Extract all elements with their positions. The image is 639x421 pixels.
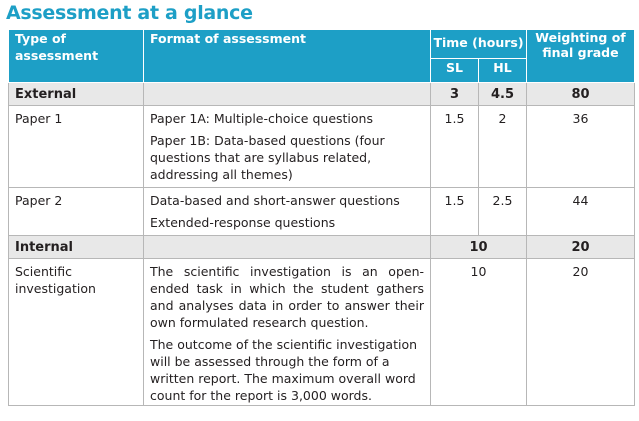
paper1-hl: 2 bbox=[479, 106, 527, 188]
paper2-label: Paper 2 bbox=[9, 188, 144, 236]
external-format bbox=[144, 83, 431, 106]
scientific-format-1: The scientific investigation is an open-ended task in which the student gathers and analyses data in order to answer their own formulated research question. bbox=[150, 264, 424, 330]
scientific-format-2: The outcome of the scientific investigation will be assessed through the form of a written report. The maximum overall word count for the report is 3,000 words. bbox=[150, 337, 418, 403]
paper1-format-1a: Paper 1A: Multiple-choice questions bbox=[150, 111, 373, 126]
assessment-table bbox=[8, 29, 635, 406]
table-header bbox=[9, 30, 635, 83]
header-sl: SL bbox=[431, 59, 479, 83]
paper1-sl: 1.5 bbox=[431, 106, 479, 188]
paper1-weight: 36 bbox=[527, 106, 635, 188]
paper1-format bbox=[144, 106, 431, 188]
page-title: Assessment at a glance bbox=[6, 2, 253, 24]
paper1-label: Paper 1 bbox=[9, 106, 144, 188]
paper2-format bbox=[144, 188, 431, 236]
paper2-format-1: Data-based and short-answer questions bbox=[150, 193, 400, 208]
internal-weight: 20 bbox=[527, 236, 635, 259]
header-weighting-line2: final grade bbox=[542, 45, 619, 60]
internal-format bbox=[144, 236, 431, 259]
header-weighting-line1: Weighting of bbox=[535, 30, 626, 45]
scientific-format bbox=[144, 259, 431, 406]
internal-label: Internal bbox=[9, 236, 144, 259]
external-sl: 3 bbox=[431, 83, 479, 106]
scientific-weight: 20 bbox=[527, 259, 635, 406]
scientific-time: 10 bbox=[431, 259, 527, 406]
external-weight: 80 bbox=[527, 83, 635, 106]
internal-row bbox=[9, 236, 635, 259]
internal-time: 10 bbox=[431, 236, 527, 259]
bottom-edge bbox=[0, 412, 639, 421]
header-type-of-assessment: Type of assessment bbox=[9, 30, 144, 83]
external-label: External bbox=[9, 83, 144, 106]
external-hl: 4.5 bbox=[479, 83, 527, 106]
header-time-hours: Time (hours) bbox=[431, 30, 527, 59]
header-hl: HL bbox=[479, 59, 527, 83]
paper2-format-2: Extended-response questions bbox=[150, 215, 336, 230]
external-row bbox=[9, 83, 635, 106]
paper2-sl: 1.5 bbox=[431, 188, 479, 236]
header-weighting bbox=[527, 30, 635, 83]
paper1-format-1b: Paper 1B: Data-based questions (four questions that are syllabus related, addressing all themes) bbox=[150, 133, 385, 182]
header-format-of-assessment: Format of assessment bbox=[144, 30, 431, 83]
paper2-row bbox=[9, 188, 635, 236]
paper2-weight: 44 bbox=[527, 188, 635, 236]
scientific-label: Scientific investigation bbox=[9, 259, 144, 406]
paper2-hl: 2.5 bbox=[479, 188, 527, 236]
paper1-row bbox=[9, 106, 635, 188]
scientific-row bbox=[9, 259, 635, 406]
